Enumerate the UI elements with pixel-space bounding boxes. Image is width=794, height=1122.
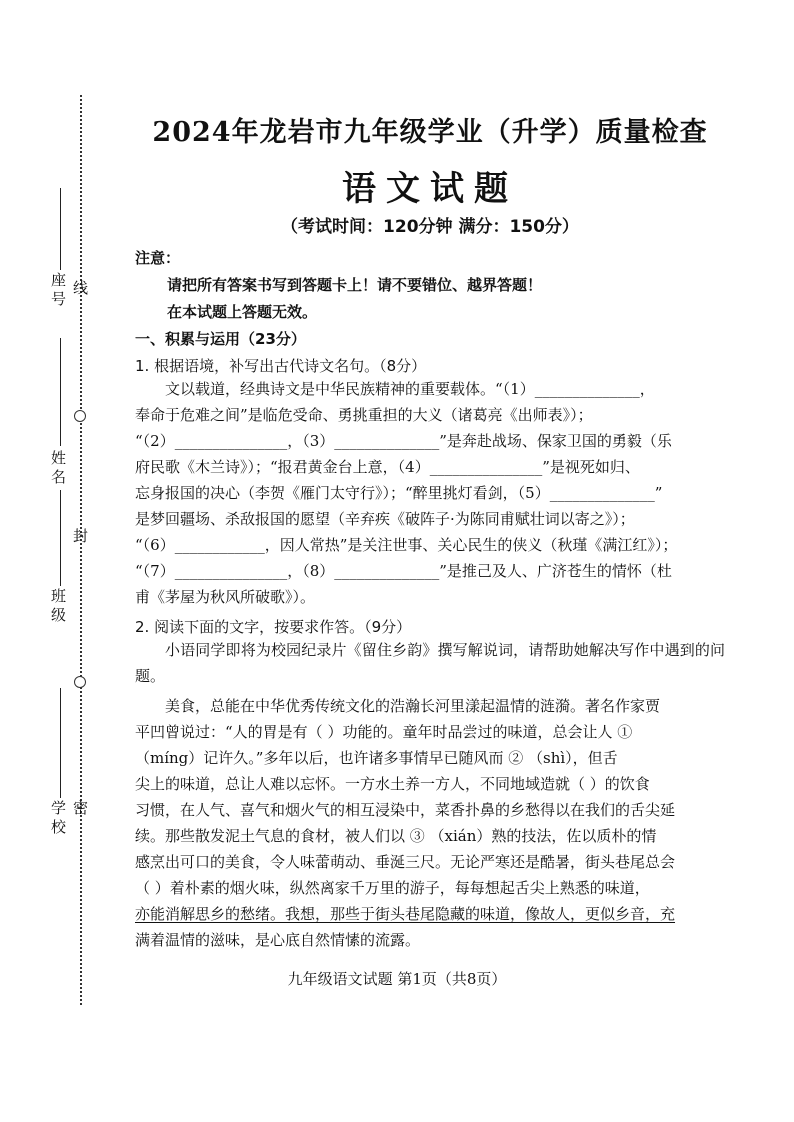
q2-line: 感烹出可口的美食，令人味蕾萌动、垂涎三尺。无论严寒还是酷暑，街头巷尾总会 xyxy=(135,853,676,871)
q1-line: 奉命于危难之间”是临危受命、勇挑重担的大义（诸葛亮《出师表》）； xyxy=(135,406,593,424)
q2-passage xyxy=(135,693,725,953)
q2-line: 续。那些散发泥土气息的食材，被人们以 ③ （xián）熟的技法，佐以质朴的情 xyxy=(135,827,657,845)
page-footer: 九年级语文试题 第1页（共8页） xyxy=(287,970,507,988)
exam-title: 2024年龙岩市九年级学业（升学）质量检查 xyxy=(152,117,708,148)
q2-line: 美食，总能在中华优秀传统文化的浩瀚长河里漾起温情的涟漪。著名作家贾 xyxy=(165,697,661,715)
binding-hole-icon xyxy=(74,410,86,422)
school-field-line xyxy=(60,688,61,798)
q1-line: “（7）_______________，（8）______________”是推己及人、广济苍生的情怀（杜 xyxy=(135,562,672,580)
q2-intro: 小语同学即将为校园纪录片《留住乡韵》撰写解说词，请帮助她解决写作中遇到的问题。 xyxy=(135,641,725,685)
q1-prompt: 1. 根据语境，补写出古代诗文名句。（8分） xyxy=(135,357,427,375)
q1-passage xyxy=(135,376,725,610)
q2-line-underlined: 亦能消解思乡的愁绪。我想，那些于街头巷尾隐藏的味道，像故人，更似乡音，充 xyxy=(135,905,676,923)
name-field-line xyxy=(60,338,61,446)
q1-line: 府民歌《木兰诗》）；“报君黄金台上意，（4）_______________”是视死如归、 xyxy=(135,458,640,476)
q2-line: （ ）着朴素的烟火味，纵然离家千万里的游子，每每想起舌尖上熟悉的味道， xyxy=(135,879,650,897)
q1-line: 是梦回疆场、杀敌报国的愿望（辛弃疾《破阵子·为陈同甫赋壮词以寄之》）； xyxy=(135,510,635,528)
class-label: 班级 xyxy=(49,588,67,626)
q2-line: 尖上的味道，总让人难以忘怀。一方水土养一方人，不同地域造就（ ）的饮食 xyxy=(135,775,650,793)
seal-char: 封 xyxy=(71,528,89,547)
q1-line: “（2）_______________，（3）______________”是奔赴战场、保家卫国的勇毅（乐 xyxy=(135,432,672,450)
exam-subtitle: 语文试题 xyxy=(342,169,518,209)
q2-line: （míng）记许久。”多年以后，也许诸多事情早已随风而 ② （shì），但舌 xyxy=(135,749,618,767)
seat-label: 座号 xyxy=(49,272,67,310)
class-field-line xyxy=(60,490,61,586)
exam-page xyxy=(135,110,725,953)
seat-field-line xyxy=(60,188,61,270)
section-1-title: 一、积累与运用（23分） xyxy=(135,330,306,348)
q1-line: 甫《茅屋为秋风所破歌》）。 xyxy=(135,588,316,606)
q1-line: 文以载道，经典诗文是中华民族精神的重要载体。“（1）______________， xyxy=(165,380,655,398)
exam-meta: （考试时间：120分钟 满分：150分） xyxy=(281,217,579,237)
binding-margin xyxy=(0,0,120,1010)
name-label: 姓名 xyxy=(49,450,67,488)
binding-dotted-line xyxy=(80,95,82,1005)
secret-char: 密 xyxy=(71,800,89,819)
notice-heading: 注意： xyxy=(135,249,181,267)
q2-line: 习惯，在人气、喜气和烟火气的相互浸染中，菜香扑鼻的乡愁得以在我们的舌尖延 xyxy=(135,801,676,819)
q2-line: 平凹曾说过：“人的胃是有（ ）功能的。童年时品尝过的味道，总会让人 ① xyxy=(135,723,633,741)
notice-line-1: 请把所有答案书写到答题卡上！请不要错位、越界答题！ xyxy=(167,276,543,294)
notice-line-2: 在本试题上答题无效。 xyxy=(167,303,318,321)
q2-prompt: 2. 阅读下面的文字，按要求作答。（9分） xyxy=(135,618,412,636)
q1-line: “（6）____________，因人常热”是关注世事、关心民生的侠义（秋瑾《满江红》）； xyxy=(135,536,678,554)
line-char: 线 xyxy=(71,280,89,299)
q2-line: 满着温情的滋味，是心底自然情愫的流露。 xyxy=(135,931,421,949)
q1-line: 忘身报国的决心（李贺《雁门太守行》）；“醉里挑灯看剑，（5）______________” xyxy=(135,484,663,502)
school-label: 学校 xyxy=(49,800,67,838)
binding-hole-icon xyxy=(74,676,86,688)
